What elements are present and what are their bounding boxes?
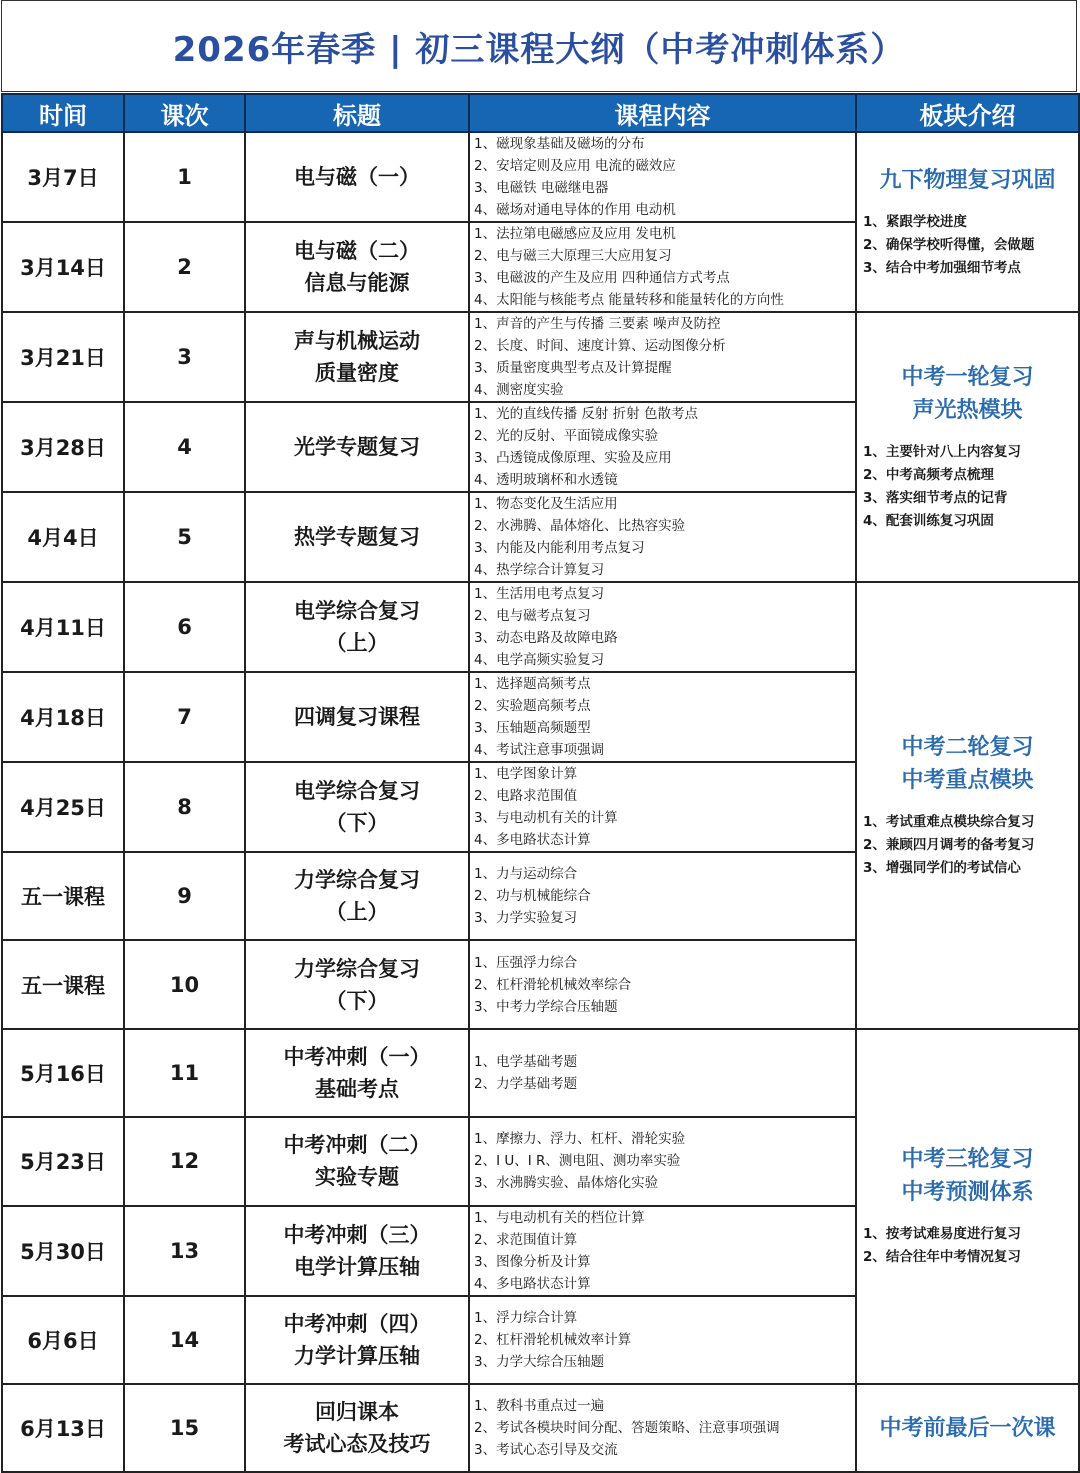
content-line: 2、电与磁三大原理三大应用复习: [474, 248, 672, 264]
schedule-body: [2, 132, 1079, 1472]
lesson-content: [469, 852, 856, 940]
content-line: 2、电路求范围值: [474, 788, 578, 804]
content-line: 4、电学高频实验复习: [474, 652, 605, 668]
content-line: 4、多电路状态计算: [474, 832, 591, 848]
content-line: 4、多电路状态计算: [474, 1275, 591, 1292]
lesson-title-line: 基础考点: [315, 1076, 399, 1101]
module-intro: [856, 1029, 1079, 1384]
lesson-title: [245, 312, 469, 402]
lesson-title-line: 光学专题复习: [294, 435, 420, 459]
table-row: [2, 582, 1079, 672]
content-line: 3、电磁波的产生及应用 四种通信方式考点: [474, 270, 730, 286]
lesson-number: 14: [124, 1296, 245, 1384]
content-line: 1、电学图象计算: [474, 766, 578, 782]
content-line: 1、物态变化及生活应用: [474, 496, 618, 512]
lesson-content: [469, 492, 856, 582]
content-line: 2、长度、时间、速度计算、运动图像分析: [474, 338, 726, 354]
content-line: 3、水沸腾实验、晶体熔化实验: [474, 1175, 659, 1192]
content-line: 3、动态电路及故障电路: [474, 630, 618, 646]
content-line: 2、水沸腾、晶体熔化、比热容实验: [474, 518, 686, 534]
lesson-date: 6月6日: [2, 1296, 124, 1384]
module-heading-line: 中考重点模块: [901, 767, 1034, 793]
table-row: [2, 1384, 1079, 1472]
module-heading: [863, 361, 1072, 427]
lesson-title-line: 中考冲刺（四）: [283, 1311, 431, 1336]
lesson-date: 6月13日: [2, 1384, 124, 1472]
title-box: [1, 0, 1077, 92]
lesson-date: 3月14日: [2, 222, 124, 312]
lesson-date: 4月4日: [2, 492, 124, 582]
lesson-number: 11: [124, 1029, 245, 1117]
module-point: 3、结合中考加强细节考点: [863, 260, 1021, 276]
col-header-content: 课程内容: [469, 94, 856, 132]
module-heading-line: 中考预测体系: [901, 1180, 1034, 1206]
module-point: 3、增强同学们的考试信心: [863, 859, 1021, 876]
module-point: 2、确保学校听得懂，会做题: [863, 237, 1035, 253]
content-line: 4、考试注意事项强调: [474, 742, 605, 758]
lesson-date: 4月11日: [2, 582, 124, 672]
content-line: 3、凸透镜成像原理、实验及应用: [474, 450, 672, 466]
module-heading-line: 中考前最后一次课: [879, 1415, 1056, 1441]
module-point: 1、按考试难易度进行复习: [863, 1226, 1021, 1243]
module-point: 1、紧跟学校进度: [863, 214, 967, 230]
module-point: 3、落实细节考点的记背: [863, 490, 1008, 506]
lesson-date: 4月25日: [2, 762, 124, 852]
module-points: [863, 211, 1072, 280]
lesson-content: [469, 312, 856, 402]
col-header-time: 时间: [2, 94, 124, 132]
lesson-title-line: 电与磁（二）: [294, 239, 420, 263]
module-point: 2、结合往年中考情况复习: [863, 1249, 1021, 1266]
lesson-title: [245, 940, 469, 1028]
lesson-title: [245, 492, 469, 582]
col-header-module: 板块介绍: [856, 94, 1079, 132]
content-line: 2、安培定则及应用 电流的磁效应: [474, 158, 676, 174]
lesson-title-line: （上）: [325, 900, 389, 925]
module-heading: [863, 164, 1072, 197]
content-line: 1、摩擦力、浮力、杠杆、滑轮实验: [474, 1131, 686, 1148]
content-line: 2、杠杆滑轮机械效率综合: [474, 976, 632, 993]
lesson-title-line: （下）: [325, 811, 389, 835]
module-heading: [863, 1412, 1072, 1445]
lesson-number: 8: [124, 762, 245, 852]
content-line: 1、浮力综合计算: [474, 1309, 578, 1326]
lesson-title-line: 考试心态及技巧: [283, 1432, 431, 1457]
lesson-number: 10: [124, 940, 245, 1028]
content-line: 3、中考力学综合压轴题: [474, 998, 618, 1015]
lesson-date: 3月7日: [2, 132, 124, 222]
content-line: 2、I U、I R、测电阻、测功率实验: [474, 1153, 681, 1170]
content-line: 1、电学基础考题: [474, 1053, 578, 1070]
content-line: 2、杠杆滑轮机械效率计算: [474, 1331, 632, 1348]
lesson-content: [469, 1117, 856, 1205]
lesson-title: [245, 1206, 469, 1296]
lesson-date: 五一课程: [2, 852, 124, 940]
lesson-title-line: 电学综合复习: [294, 599, 420, 623]
content-line: 3、与电动机有关的计算: [474, 810, 618, 826]
schedule-table: [1, 93, 1080, 1473]
content-line: 4、磁场对通电导体的作用 电动机: [474, 202, 676, 218]
table-row: [2, 312, 1079, 402]
content-line: 3、考试心态引导及交流: [474, 1442, 618, 1459]
lesson-content: [469, 940, 856, 1028]
lesson-title-line: 电学综合复习: [294, 779, 420, 803]
lesson-content: [469, 402, 856, 492]
content-line: 4、太阳能与核能考点 能量转移和能量转化的方向性: [474, 292, 784, 308]
content-line: 1、声音的产生与传播 三要素 噪声及防控: [474, 316, 721, 332]
content-line: 4、热学综合计算复习: [474, 562, 605, 578]
lesson-title: [245, 672, 469, 762]
lesson-title-line: 热学专题复习: [294, 525, 420, 549]
lesson-title: [245, 222, 469, 312]
page-title: 2026年春季 | 初三课程大纲（中考冲刺体系）: [172, 29, 906, 70]
module-heading-line: 声光热模块: [912, 398, 1023, 423]
lesson-number: 7: [124, 672, 245, 762]
content-line: 3、电磁铁 电磁继电器: [474, 180, 609, 196]
module-heading: [863, 731, 1072, 797]
module-point: 2、中考高频考点梳理: [863, 467, 994, 483]
lesson-title-line: 中考冲刺（三）: [283, 1222, 431, 1247]
content-line: 1、力与运动综合: [474, 866, 578, 883]
lesson-content: [469, 672, 856, 762]
content-line: 1、压强浮力综合: [474, 954, 578, 971]
lesson-number: 2: [124, 222, 245, 312]
lesson-title: [245, 1117, 469, 1205]
lesson-number: 3: [124, 312, 245, 402]
lesson-title-line: 力学综合复习: [294, 956, 420, 981]
lesson-title-line: 电学计算压轴: [294, 1254, 420, 1279]
lesson-date: 5月23日: [2, 1117, 124, 1205]
module-heading-line: 中考二轮复习: [901, 734, 1034, 760]
module-heading: [863, 1143, 1072, 1209]
content-line: 4、测密度实验: [474, 382, 564, 398]
content-line: 2、力学基础考题: [474, 1075, 578, 1092]
module-heading-line: 中考三轮复习: [901, 1147, 1034, 1173]
lesson-content: [469, 1296, 856, 1384]
content-line: 3、力学实验复习: [474, 910, 578, 927]
table-row: [2, 1029, 1079, 1117]
lesson-content: [469, 582, 856, 672]
lesson-date: 3月28日: [2, 402, 124, 492]
lesson-number: 12: [124, 1117, 245, 1205]
module-intro: [856, 1384, 1079, 1472]
lesson-title-line: 力学综合复习: [294, 868, 420, 893]
module-heading-line: 中考一轮复习: [901, 365, 1034, 390]
table-row: [2, 132, 1079, 222]
lesson-number: 15: [124, 1384, 245, 1472]
col-header-title: 标题: [245, 94, 469, 132]
module-intro: [856, 132, 1079, 312]
lesson-title: [245, 402, 469, 492]
lesson-number: 5: [124, 492, 245, 582]
lesson-number: 6: [124, 582, 245, 672]
lesson-title: [245, 1296, 469, 1384]
lesson-title-line: 信息与能源: [304, 271, 410, 295]
content-line: 1、光的直线传播 反射 折射 色散考点: [474, 406, 698, 422]
lesson-title-line: 回归课本: [315, 1400, 399, 1425]
lesson-title: [245, 1384, 469, 1472]
lesson-content: [469, 762, 856, 852]
content-line: 1、生活用电考点复习: [474, 586, 605, 602]
lesson-title-line: 质量密度: [315, 361, 399, 385]
module-point: 2、兼顾四月调考的备考复习: [863, 836, 1035, 853]
content-line: 3、质量密度典型考点及计算提醒: [474, 360, 672, 376]
content-line: 3、内能及内能利用考点复习: [474, 540, 645, 556]
content-line: 1、磁现象基础及磁场的分布: [474, 136, 645, 152]
lesson-title-line: （下）: [325, 988, 389, 1013]
lesson-title-line: 声与机械运动: [294, 329, 420, 353]
content-line: 1、教科书重点过一遍: [474, 1398, 605, 1415]
module-point: 4、配套训练复习巩固: [863, 513, 994, 529]
lesson-date: 3月21日: [2, 312, 124, 402]
lesson-content: [469, 1384, 856, 1472]
lesson-number: 1: [124, 132, 245, 222]
lesson-title: [245, 1029, 469, 1117]
lesson-title-line: 实验专题: [315, 1165, 399, 1190]
content-line: 1、选择题高频考点: [474, 676, 591, 692]
lesson-date: 五一课程: [2, 940, 124, 1028]
content-line: 2、考试各模块时间分配、答题策略、注意事项强调: [474, 1420, 780, 1437]
lesson-title: [245, 132, 469, 222]
lesson-title: [245, 852, 469, 940]
content-line: 4、透明玻璃杯和水透镜: [474, 472, 618, 488]
lesson-title: [245, 582, 469, 672]
content-line: 3、力学大综合压轴题: [474, 1353, 605, 1370]
lesson-content: [469, 1029, 856, 1117]
content-line: 2、功与机械能综合: [474, 888, 591, 905]
lesson-title: [245, 762, 469, 852]
content-line: 1、法拉第电磁感应及应用 发电机: [474, 226, 676, 242]
module-intro: [856, 312, 1079, 582]
lesson-date: 4月18日: [2, 672, 124, 762]
module-points: [863, 1223, 1072, 1269]
lesson-date: 5月30日: [2, 1206, 124, 1296]
col-header-lesson: 课次: [124, 94, 245, 132]
header-row: [2, 94, 1079, 132]
lesson-title-line: 电与磁（一）: [294, 165, 420, 189]
content-line: 3、压轴题高频题型: [474, 720, 591, 736]
module-intro: [856, 582, 1079, 1029]
module-point: 1、主要针对八上内容复习: [863, 444, 1021, 460]
lesson-content: [469, 222, 856, 312]
lesson-title-line: 四调复习课程: [294, 705, 420, 729]
lesson-title-line: 力学计算压轴: [294, 1343, 420, 1368]
module-points: [863, 811, 1072, 880]
lesson-title-line: （上）: [325, 631, 389, 655]
content-line: 3、图像分析及计算: [474, 1253, 591, 1270]
lesson-number: 4: [124, 402, 245, 492]
content-line: 1、与电动机有关的档位计算: [474, 1209, 645, 1226]
lesson-title-line: 中考冲刺（一）: [283, 1044, 431, 1069]
lesson-number: 13: [124, 1206, 245, 1296]
content-line: 2、电与磁考点复习: [474, 608, 591, 624]
content-line: 2、求范围值计算: [474, 1231, 578, 1248]
lesson-date: 5月16日: [2, 1029, 124, 1117]
module-heading-line: 九下物理复习巩固: [879, 168, 1056, 193]
lesson-number: 9: [124, 852, 245, 940]
content-line: 2、实验题高频考点: [474, 698, 591, 714]
lesson-title-line: 中考冲刺（二）: [283, 1133, 431, 1158]
lesson-content: [469, 132, 856, 222]
module-points: [863, 441, 1072, 533]
module-point: 1、考试重难点模块综合复习: [863, 813, 1035, 830]
content-line: 2、光的反射、平面镜成像实验: [474, 428, 659, 444]
lesson-content: [469, 1206, 856, 1296]
